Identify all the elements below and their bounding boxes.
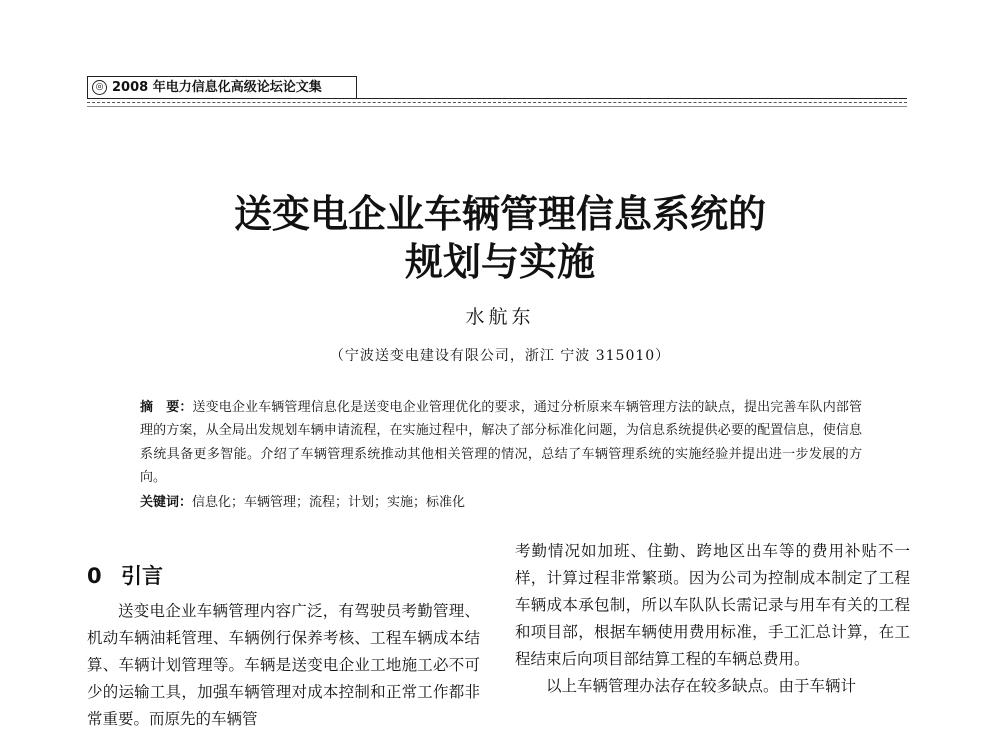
keywords-label: 关键词： bbox=[140, 495, 193, 510]
keywords-text: 信息化；车辆管理；流程；计划；实施；标准化 bbox=[192, 495, 466, 510]
keywords bbox=[140, 493, 465, 513]
proceedings-logo-icon: ◎ bbox=[92, 80, 107, 95]
body-paragraph: 送变电企业车辆管理内容广泛，有驾驶员考勤管理、机动车辆油耗管理、车辆例行保养考核、工程车辆成本结算、车辆计划管理等。车辆是送变电企业工地施工必不可少的运输工具，加强车辆管理对成本控制和正常工作都非常重要。而原先的车辆管 bbox=[87, 602, 480, 728]
body-paragraph: 考勤情况如加班、住勤、跨地区出车等的费用补贴不一样，计算过程非常繁琐。因为公司为控制成本制定了工程车辆成本承包制，所以车队队长需记录与用车有关的工程和项目部，根据车辆使用费用标准，手工汇总计算，在工程结束后向项目部结算工程的车辆总费用。 bbox=[515, 542, 910, 668]
abstract-label: 摘 要： bbox=[140, 400, 193, 415]
abstract-text: 送变电企业车辆管理信息化是送变电企业管理优化的要求，通过分析原来车辆管理方法的缺点，提出完善车队内部管理的方案，从全局出发规划车辆申请流程，在实施过程中，解决了部分标准化问题，为信息系统提供必要的配置信息，使信息系统具备更多智能。介绍了车辆管理系统推动其他相关管理的情况，总结了车辆管理系统的实施经验并提出进一步发展的方向。 bbox=[140, 400, 862, 486]
section-number: 0 bbox=[87, 564, 102, 588]
paper-title-line-1: 送变电企业车辆管理信息系统的 bbox=[233, 192, 766, 236]
proceedings-header bbox=[87, 76, 357, 99]
header-rule bbox=[87, 98, 907, 99]
header-rule-thin bbox=[87, 106, 907, 107]
body-paragraph: 以上车辆管理办法存在较多缺点。由于车辆计 bbox=[546, 677, 857, 695]
author-name: 水航东 bbox=[465, 306, 535, 328]
section-heading bbox=[87, 560, 163, 590]
author-affiliation: （宁波送变电建设有限公司，浙江 宁波 315010） bbox=[329, 348, 671, 364]
abstract bbox=[140, 396, 862, 490]
paper-title-line-2: 规划与实施 bbox=[404, 240, 595, 284]
section-title: 引言 bbox=[121, 564, 163, 588]
proceedings-title: 2008 年电力信息化高级论坛论文集 bbox=[112, 80, 322, 95]
right-column bbox=[515, 538, 910, 700]
header-rule-dashed bbox=[87, 102, 907, 103]
left-column bbox=[87, 598, 480, 733]
